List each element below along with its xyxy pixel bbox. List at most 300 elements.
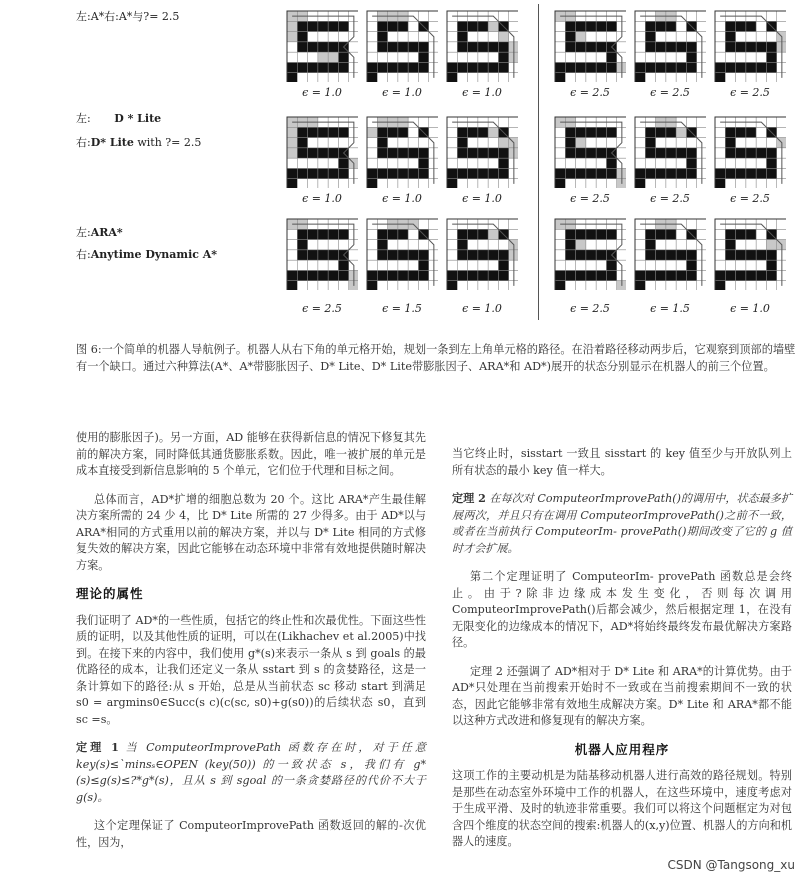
wall-cell (478, 62, 488, 72)
right-column (452, 446, 792, 863)
wall-cell (478, 42, 488, 52)
wall-cell (488, 148, 498, 158)
wall-cell (606, 158, 616, 168)
wall-cell (398, 148, 408, 158)
wall-cell (645, 21, 655, 31)
wall-cell (656, 229, 666, 239)
wall-cell (725, 42, 735, 52)
grid-world-row3-1 (286, 218, 358, 290)
wall-cell (377, 138, 387, 148)
wall-cell (736, 42, 746, 52)
wall-cell (308, 168, 318, 178)
wall-cell (666, 127, 676, 137)
wall-cell (736, 62, 746, 72)
wall-cell (388, 127, 398, 137)
grid-world-row2-3 (446, 116, 518, 188)
expanded-cell (287, 21, 297, 31)
wall-cell (338, 127, 348, 137)
grid-world-row2-6 (714, 116, 786, 188)
wall-cell (308, 229, 318, 239)
wall-cell (377, 127, 387, 137)
wall-cell (606, 21, 616, 31)
wall-cell (388, 42, 398, 52)
wall-cell (736, 127, 746, 137)
wall-cell (468, 229, 478, 239)
epsilon-label: ϵ = 2.5 (570, 86, 610, 99)
wall-cell (645, 32, 655, 42)
theorem-1 (76, 740, 426, 806)
wall-cell (297, 32, 307, 42)
grid-world-row3-4 (554, 218, 626, 290)
wall-cell (468, 270, 478, 280)
wall-cell (756, 42, 766, 52)
wall-cell (328, 21, 338, 31)
wall-cell (645, 138, 655, 148)
wall-cell (645, 127, 655, 137)
wall-cell (318, 127, 328, 137)
row2-label2-bold: D* Lite (90, 136, 134, 149)
right-paragraph-4: 这项工作的主要动机是为陆基移动机器人进行高效的路径规划。特别是那些在动态室外环境中工作的机器人，在这些环境中，速度考虑对于生成平滑、及时的轨迹非常重要。我们可以将这个问题框定为对包含四个维度的状态空间的搜索:机器人的(x,y)位置、机器人的方向和机器人的速度。 (452, 769, 792, 848)
theorem-2 (452, 491, 792, 557)
wall-cell (586, 127, 596, 137)
left-column (76, 430, 426, 863)
wall-cell (408, 168, 418, 178)
wall-cell (565, 127, 575, 137)
wall-cell (645, 62, 655, 72)
wall-cell (736, 168, 746, 178)
row3-label2-bold: Anytime Dynamic A* (90, 248, 218, 261)
wall-cell (447, 168, 457, 178)
theorem-1-label: 定理 1 (76, 741, 119, 754)
wall-cell (586, 62, 596, 72)
wall-cell (736, 148, 746, 158)
wall-cell (656, 21, 666, 31)
wall-cell (478, 21, 488, 31)
grid-world-row1-4 (554, 10, 626, 82)
epsilon-label: ϵ = 1.0 (462, 86, 502, 99)
wall-cell (297, 42, 307, 52)
wall-cell (666, 42, 676, 52)
wall-cell (498, 250, 508, 260)
wall-cell (377, 229, 387, 239)
wall-cell (645, 270, 655, 280)
wall-cell (576, 250, 586, 260)
wall-cell (367, 73, 377, 82)
wall-cell (686, 52, 696, 62)
wall-cell (766, 42, 776, 52)
row3-label-prefix: 左: (76, 226, 91, 239)
expanded-cell (367, 127, 377, 137)
wall-cell (746, 168, 756, 178)
wall-cell (746, 127, 756, 137)
wall-cell (635, 62, 645, 72)
expanded-cell (318, 52, 328, 62)
wall-cell (565, 148, 575, 158)
wall-cell (408, 62, 418, 72)
wall-cell (756, 270, 766, 280)
right-paragraph-2: 第二个定理证明了 ComputeorIm- provePath 函数总是会终止。由于?除非边缘成本发生变化，否则每次调用 ComputeorImprovePath()后都会减少，然后根据定理 1，在没有无限变化的边缘成本的情况下，AD*将始终最终发布最优解决方案路径。 (452, 570, 792, 649)
wall-cell (555, 281, 565, 290)
wall-cell (766, 52, 776, 62)
wall-cell (645, 229, 655, 239)
wall-cell (478, 148, 488, 158)
expanded-cell (488, 127, 498, 137)
wall-cell (576, 148, 586, 158)
row2-label-prefix: 左: (76, 112, 91, 125)
wall-cell (498, 42, 508, 52)
wall-cell (377, 42, 387, 52)
wall-cell (457, 127, 467, 137)
wall-cell (656, 270, 666, 280)
wall-cell (635, 281, 645, 290)
wall-cell (328, 62, 338, 72)
wall-cell (586, 21, 596, 31)
wall-cell (338, 229, 348, 239)
expanded-cell (498, 138, 508, 148)
wall-cell (725, 32, 735, 42)
left-paragraph-4: 这个定理保证了 ComputeorImprovePath 函数返回的解的-次优性，因为， (76, 819, 426, 849)
row3-label-bold: ARA* (90, 226, 123, 239)
wall-cell (367, 281, 377, 290)
wall-cell (457, 229, 467, 239)
wall-cell (596, 168, 606, 178)
epsilon-label: ϵ = 1.0 (302, 192, 342, 205)
wall-cell (555, 270, 565, 280)
wall-cell (586, 229, 596, 239)
expanded-cell (498, 32, 508, 42)
wall-cell (468, 250, 478, 260)
wall-cell (377, 21, 387, 31)
wall-cell (418, 260, 428, 270)
wall-cell (498, 148, 508, 158)
wall-cell (287, 270, 297, 280)
wall-cell (666, 229, 676, 239)
wall-cell (418, 42, 428, 52)
wall-cell (367, 168, 377, 178)
wall-cell (576, 229, 586, 239)
wall-cell (488, 42, 498, 52)
wall-cell (565, 240, 575, 250)
wall-cell (457, 138, 467, 148)
wall-cell (565, 250, 575, 260)
wall-cell (555, 168, 565, 178)
wall-cell (478, 229, 488, 239)
left-paragraph-3: 我们证明了 AD*的一些性质，包括它的终止性和次最优性。下面这些性质的证明，以及其他性质的证明，可以在(Likhachev et al.2005)中找到。在接下来的内容中，我们使用 g*(s)来表示一条从 s 到 goals 的最优路径的成本，让我们还定义一条从 sstart 到 s 的贪婪路径，这是一条计算如下的路径:从 s 开始，总是从当前状态 sc 移动 start 到满足 s0 = argmins0∈Succ(s c)(c(sc, s0)+g(s0))的后续状态 s0，直到 sc =s。 (76, 613, 426, 726)
expanded-cell (287, 32, 297, 42)
wall-cell (488, 250, 498, 260)
wall-cell (596, 42, 606, 52)
wall-cell (297, 148, 307, 158)
wall-cell (576, 62, 586, 72)
wall-cell (338, 270, 348, 280)
wall-cell (725, 229, 735, 239)
wall-cell (586, 168, 596, 178)
wall-cell (367, 179, 377, 188)
grid-world-row2-1 (286, 116, 358, 188)
wall-cell (287, 73, 297, 82)
wall-cell (488, 270, 498, 280)
wall-cell (388, 62, 398, 72)
row2-label-bold: D * Lite (114, 112, 162, 125)
left-paragraph-1: 使用的膨胀因子)。另一方面，AD 能够在获得新信息的情况下修复其先前的解决方案，同时降低其通货膨胀系数。因此，唯一被扩展的单元是成本直接受到新信息影响的 5 个单元，它们位于代理和目标之间。 (76, 431, 426, 477)
wall-cell (746, 250, 756, 260)
wall-cell (656, 148, 666, 158)
epsilon-label: ϵ = 1.0 (382, 192, 422, 205)
wall-cell (565, 42, 575, 52)
wall-cell (746, 21, 756, 31)
grid-world-row3-5 (634, 218, 706, 290)
wall-cell (766, 168, 776, 178)
wall-cell (287, 179, 297, 188)
wall-cell (676, 62, 686, 72)
expanded-cell (576, 32, 586, 42)
wall-cell (715, 168, 725, 178)
wall-cell (388, 250, 398, 260)
wall-cell (398, 127, 408, 137)
wall-cell (308, 250, 318, 260)
wall-cell (596, 270, 606, 280)
wall-cell (656, 62, 666, 72)
wall-cell (576, 42, 586, 52)
wall-cell (418, 148, 428, 158)
wall-cell (656, 42, 666, 52)
wall-cell (318, 21, 328, 31)
wall-cell (596, 62, 606, 72)
wall-cell (398, 229, 408, 239)
wall-cell (555, 62, 565, 72)
wall-cell (457, 270, 467, 280)
wall-cell (418, 158, 428, 168)
wall-cell (398, 62, 408, 72)
grid-world-row1-5 (634, 10, 706, 82)
wall-cell (478, 250, 488, 260)
expanded-cell (488, 229, 498, 239)
epsilon-label: ϵ = 2.5 (570, 192, 610, 205)
wall-cell (725, 270, 735, 280)
wall-cell (468, 62, 478, 72)
wall-cell (468, 168, 478, 178)
wall-cell (676, 270, 686, 280)
wall-cell (468, 21, 478, 31)
wall-cell (686, 42, 696, 52)
wall-cell (576, 168, 586, 178)
wall-cell (388, 270, 398, 280)
epsilon-label: ϵ = 2.5 (302, 302, 342, 315)
wall-cell (447, 179, 457, 188)
wall-cell (645, 250, 655, 260)
grid-world-row3-2 (366, 218, 438, 290)
wall-cell (746, 62, 756, 72)
wall-cell (606, 260, 616, 270)
epsilon-label: ϵ = 1.5 (382, 302, 422, 315)
epsilon-label: ϵ = 2.5 (650, 86, 690, 99)
wall-cell (457, 32, 467, 42)
wall-cell (457, 62, 467, 72)
wall-cell (725, 250, 735, 260)
wall-cell (746, 229, 756, 239)
wall-cell (367, 62, 377, 72)
wall-cell (756, 250, 766, 260)
wall-cell (666, 21, 676, 31)
expanded-cell (287, 127, 297, 137)
epsilon-label: ϵ = 1.5 (650, 302, 690, 315)
wall-cell (565, 168, 575, 178)
wall-cell (377, 250, 387, 260)
wall-cell (565, 32, 575, 42)
wall-cell (766, 260, 776, 270)
wall-cell (725, 148, 735, 158)
wall-cell (498, 158, 508, 168)
wall-cell (287, 62, 297, 72)
wall-cell (576, 270, 586, 280)
wall-cell (596, 250, 606, 260)
wall-cell (318, 229, 328, 239)
grid-world-row2-4 (554, 116, 626, 188)
wall-cell (645, 240, 655, 250)
wall-cell (756, 148, 766, 158)
wall-cell (468, 127, 478, 137)
wall-cell (746, 42, 756, 52)
wall-cell (377, 240, 387, 250)
grid-world-row1-6 (714, 10, 786, 82)
wall-cell (468, 42, 478, 52)
figure-panel (0, 0, 805, 330)
row3-label2-prefix: 右: (76, 248, 91, 261)
wall-cell (565, 21, 575, 31)
wall-cell (676, 250, 686, 260)
wall-cell (297, 62, 307, 72)
wall-cell (746, 270, 756, 280)
wall-cell (457, 240, 467, 250)
wall-cell (725, 21, 735, 31)
wall-cell (565, 229, 575, 239)
wall-cell (766, 158, 776, 168)
expanded-cell (287, 148, 297, 158)
wall-cell (338, 158, 348, 168)
wall-cell (686, 158, 696, 168)
watermark: CSDN @Tangsong_xu (667, 858, 795, 872)
epsilon-label: ϵ = 1.0 (462, 302, 502, 315)
wall-cell (686, 62, 696, 72)
wall-cell (418, 270, 428, 280)
epsilon-label: ϵ = 1.0 (462, 192, 502, 205)
wall-cell (686, 250, 696, 260)
wall-cell (498, 52, 508, 62)
wall-cell (377, 168, 387, 178)
wall-cell (318, 270, 328, 280)
wall-cell (635, 270, 645, 280)
wall-cell (766, 62, 776, 72)
wall-cell (736, 250, 746, 260)
wall-cell (398, 21, 408, 31)
epsilon-label: ϵ = 2.5 (730, 192, 770, 205)
wall-cell (328, 270, 338, 280)
expanded-cell (676, 127, 686, 137)
wall-cell (418, 250, 428, 260)
wall-cell (328, 127, 338, 137)
epsilon-label: ϵ = 1.0 (382, 86, 422, 99)
wall-cell (398, 270, 408, 280)
wall-cell (308, 42, 318, 52)
wall-cell (596, 127, 606, 137)
figure-caption: 图 6:一个简单的机器人导航例子。机器人从右下角的单元格开始，规划一条到左上角单元格的路径。在沿着路径移动两步后，它观察到顶部的墙壁有一个缺口。通过六种算法(A*、A*带膨胀因子、D* Lite、D* Lite带膨胀因子、ARA*和 AD*)展开的状态分别显示在机器人的前三个位置。 (76, 343, 796, 373)
wall-cell (606, 62, 616, 72)
wall-cell (676, 168, 686, 178)
wall-cell (328, 229, 338, 239)
wall-cell (318, 168, 328, 178)
wall-cell (457, 21, 467, 31)
wall-cell (686, 260, 696, 270)
wall-cell (297, 270, 307, 280)
wall-cell (635, 168, 645, 178)
wall-cell (666, 62, 676, 72)
wall-cell (308, 148, 318, 158)
expanded-cell (576, 240, 586, 250)
wall-cell (478, 168, 488, 178)
wall-cell (676, 42, 686, 52)
wall-cell (656, 127, 666, 137)
wall-cell (606, 229, 616, 239)
expanded-cell (488, 21, 498, 31)
wall-cell (725, 62, 735, 72)
wall-cell (715, 62, 725, 72)
wall-cell (377, 62, 387, 72)
wall-cell (635, 179, 645, 188)
grid-world-row3-6 (714, 218, 786, 290)
wall-cell (586, 250, 596, 260)
wall-cell (318, 148, 328, 158)
wall-cell (736, 229, 746, 239)
wall-cell (555, 179, 565, 188)
wall-cell (666, 148, 676, 158)
wall-cell (468, 148, 478, 158)
theorem-2-text: 在每次对 ComputeorImprovePath()的调用中，状态最多扩展两次，并且只有在调用 ComputeorImprovePath()之前不一致，或者在当前执行 ComputeorIm- provePath()期间改变了它的 g 值时才会扩展。 (452, 492, 792, 555)
wall-cell (715, 281, 725, 290)
wall-cell (457, 42, 467, 52)
wall-cell (318, 62, 328, 72)
wall-cell (596, 229, 606, 239)
wall-cell (498, 168, 508, 178)
wall-cell (408, 270, 418, 280)
grid-world-row1-1 (286, 10, 358, 82)
row1-label-text: 左:A*右:A*与?= 2.5 (76, 10, 180, 23)
wall-cell (746, 148, 756, 158)
wall-cell (498, 270, 508, 280)
wall-cell (686, 148, 696, 158)
wall-cell (478, 270, 488, 280)
wall-cell (297, 240, 307, 250)
wall-cell (606, 127, 616, 137)
grid-world-row2-2 (366, 116, 438, 188)
wall-cell (715, 73, 725, 82)
wall-cell (297, 250, 307, 260)
grid-world-row1-3 (446, 10, 518, 82)
wall-cell (586, 148, 596, 158)
section-heading-applications: 机器人应用程序 (574, 741, 670, 757)
wall-cell (398, 250, 408, 260)
wall-cell (725, 127, 735, 137)
epsilon-label: ϵ = 1.0 (302, 86, 342, 99)
wall-cell (645, 168, 655, 178)
wall-cell (725, 240, 735, 250)
wall-cell (408, 250, 418, 260)
epsilon-label: ϵ = 2.5 (730, 86, 770, 99)
expanded-cell (287, 138, 297, 148)
wall-cell (715, 179, 725, 188)
wall-cell (736, 270, 746, 280)
epsilon-label: ϵ = 2.5 (650, 192, 690, 205)
wall-cell (596, 21, 606, 31)
